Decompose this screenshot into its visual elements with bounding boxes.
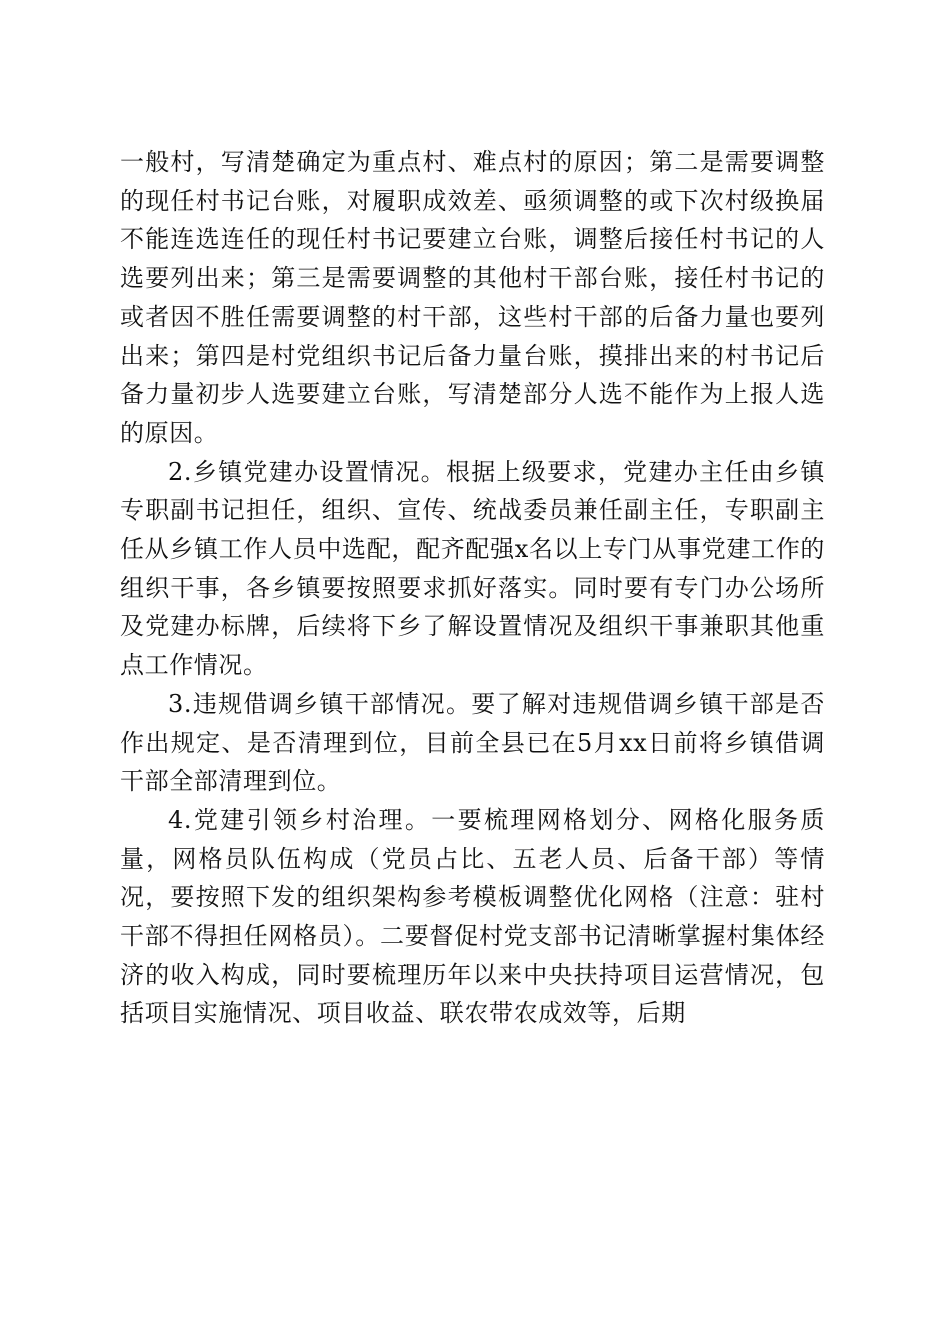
document-body xyxy=(120,143,825,1033)
paragraph-item-3: 3.违规借调乡镇干部情况。要了解对违规借调乡镇干部是否作出规定、是否清理到位，目前全县已在5月xx日前将乡镇借调干部全部清理到位。 xyxy=(120,689,825,796)
paragraph-continued: 一般村，写清楚确定为重点村、难点村的原因；第二是需要调整的现任村书记台账，对履职成效差、亟须调整的或下次村级换届不能连选连任的现任村书记要建立台账，调整后接任村书记的人选要列出来；第三是需要调整的其他村干部台账，接任村书记的或者因不胜任需要调整的村干部，这些村干部的后备力量也要列出来；第四是村党组织书记后备力量台账，摸排出来的村书记后备力量初步人选要建立台账，写清楚部分人选不能作为上报人选的原因。 xyxy=(120,148,825,447)
paragraph-item-2: 2.乡镇党建办设置情况。根据上级要求，党建办主任由乡镇专职副书记担任，组织、宣传、统战委员兼任副主任，专职副主任从乡镇工作人员中选配，配齐配强x名以上专门从事党建工作的组织干事，各乡镇要按照要求抓好落实。同时要有专门办公场所及党建办标牌，后续将下乡了解设置情况及组织干事兼职其他重点工作情况。 xyxy=(120,457,825,680)
paragraph-item-4: 4.党建引领乡村治理。一要梳理网格划分、网格化服务质量，网格员队伍构成（党员占比、五老人员、后备干部）等情况，要按照下发的组织架构参考模板调整优化网格（注意：驻村干部不得担任网格员）。二要督促村党支部书记清晰掌握村集体经济的收入构成，同时要梳理历年以来中央扶持项目运营情况，包括项目实施情况、项目收益、联农带农成效等，后期 xyxy=(120,805,825,1028)
